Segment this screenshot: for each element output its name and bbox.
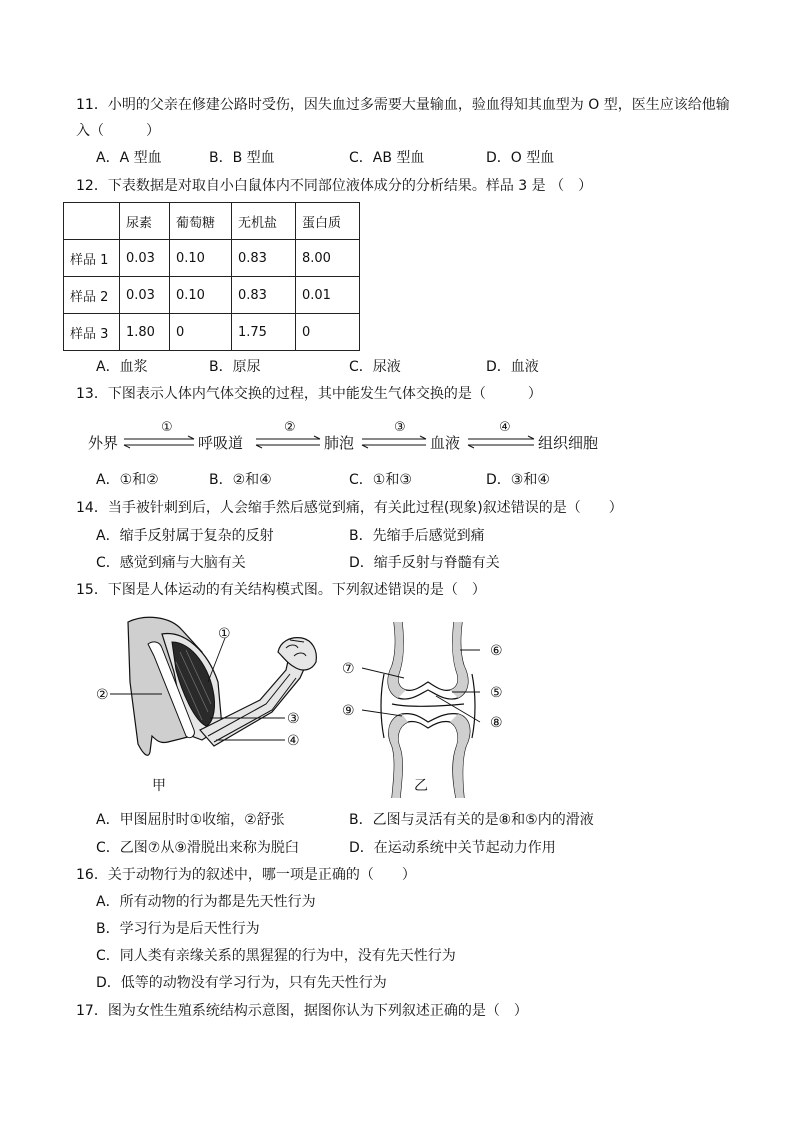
knee-joint-figure: [340, 618, 520, 798]
q11-stem-line2: 入（ ）: [76, 123, 160, 139]
q11-stem-line1: 11．小明的父亲在修建公路时受伤，因失血过多需要大量输血，验血得知其血型为 O 型，医生应该给他输: [76, 97, 730, 113]
label-5: ⑤: [490, 685, 503, 701]
q16-option-d: D．低等的动物没有学习行为，只有先天性行为: [96, 975, 387, 991]
table-cell: 0.10: [170, 240, 232, 277]
q14-option-b: B．先缩手后感觉到痛: [349, 528, 485, 544]
q11-option-b: B．B 型血: [209, 150, 275, 166]
q12-option-d: D．血液: [486, 359, 539, 375]
q12-stem: 12．下表数据是对取自小白鼠体内不同部位液体成分的分析结果。样品 3 是 （ ）: [76, 178, 593, 194]
table-cell: 8.00: [296, 240, 360, 277]
figure-a-caption: 甲: [152, 778, 166, 794]
table-cell: 1.80: [120, 314, 170, 351]
flow-node-blood: 血液: [430, 434, 461, 452]
table-cell: 样品 3: [64, 314, 120, 351]
q13-option-c: C．①和③: [349, 472, 412, 488]
q15-stem: 15．下图是人体运动的有关结构模式图。下列叙述错误的是（ ）: [76, 582, 486, 598]
q13-option-b: B．②和④: [209, 472, 272, 488]
q15-option-c: C．乙图⑦从⑨滑脱出来称为脱臼: [96, 840, 299, 856]
q11-option-a: A．A 型血: [96, 150, 162, 166]
q16-option-a: A．所有动物的行为都是先天性行为: [96, 894, 316, 910]
flow-node-airway: 呼吸道: [198, 434, 244, 452]
double-arrow-icon: [362, 436, 426, 448]
figure-b-caption: 乙: [414, 778, 428, 794]
table-header-cell: 尿素: [120, 203, 170, 240]
arrow-label-4: ④: [499, 420, 511, 435]
arrow-label-2: ②: [284, 420, 296, 435]
q16-stem: 16．关于动物行为的叙述中，哪一项是正确的（ ）: [76, 867, 416, 883]
table-cell: 0.83: [232, 277, 296, 314]
q12-option-a: A．血浆: [96, 359, 148, 375]
table-row: [64, 314, 360, 351]
arrow-label-3: ③: [394, 420, 406, 435]
label-7: ⑦: [342, 661, 355, 677]
q15-option-b: B．乙图与灵活有关的是⑧和⑤内的滑液: [349, 812, 594, 828]
label-1: ①: [218, 626, 231, 642]
flow-node-alveoli: 肺泡: [324, 434, 355, 452]
flow-node-outside: 外界: [88, 434, 119, 452]
table-cell: 0: [170, 314, 232, 351]
label-8: ⑧: [490, 715, 503, 731]
table-cell: 0.03: [120, 240, 170, 277]
table-header-cell: [64, 203, 120, 240]
q13-stem: 13．下图表示人体内气体交换的过程，其中能发生气体交换的是（ ）: [76, 386, 542, 402]
joint-capsule-left: [381, 674, 384, 738]
arrow-label-1: ①: [161, 420, 173, 435]
table-cell: 样品 1: [64, 240, 120, 277]
table-cell: 1.75: [232, 314, 296, 351]
joint-capsule-right: [472, 674, 475, 738]
double-arrow-icon: [256, 436, 320, 448]
q15-option-a: A．甲图屈肘时①收缩，②舒张: [96, 812, 285, 828]
q12-option-b: B．原尿: [209, 359, 261, 375]
table-cell: 0.01: [296, 277, 360, 314]
table-cell: 样品 2: [64, 277, 120, 314]
table-header-cell: 无机盐: [232, 203, 296, 240]
q17-stem: 17．图为女性生殖系统结构示意图，据图你认为下列叙述正确的是（ ）: [76, 1003, 528, 1019]
q15-option-d: D．在运动系统中关节起动力作用: [349, 840, 556, 856]
table-row: [64, 277, 360, 314]
table-header-row: [64, 203, 360, 240]
label-4: ④: [287, 733, 300, 749]
q14-option-c: C．感觉到痛与大脑有关: [96, 555, 246, 571]
table-header-cell: 葡萄糖: [170, 203, 232, 240]
gas-exchange-flow-diagram: [88, 418, 628, 454]
q13-option-a: A．①和②: [96, 472, 159, 488]
q11-option-c: C．AB 型血: [349, 150, 425, 166]
q16-option-b: B．学习行为是后天性行为: [96, 921, 260, 937]
q16-option-c: C．同人类有亲缘关系的黑猩猩的行为中，没有先天性行为: [96, 948, 456, 964]
double-arrow-icon: [468, 436, 534, 448]
q12-option-c: C．尿液: [349, 359, 401, 375]
label-2: ②: [96, 687, 109, 703]
table-cell: 0.03: [120, 277, 170, 314]
label-9: ⑨: [342, 703, 355, 719]
q14-stem: 14．当手被针刺到后，人会缩手然后感觉到痛，有关此过程(现象)叙述错误的是（ ）: [76, 500, 623, 516]
double-arrow-icon: [124, 436, 194, 448]
table-header-cell: 蛋白质: [296, 203, 360, 240]
q12-data-table: [63, 202, 360, 351]
femur-inner: [398, 622, 458, 690]
label-3: ③: [287, 711, 300, 727]
q13-option-d: D．③和④: [486, 472, 550, 488]
q11-option-d: D．O 型血: [486, 150, 555, 166]
arm-muscle-figure: [90, 612, 320, 797]
flow-node-tissue-cells: 组织细胞: [538, 434, 599, 452]
table-row: [64, 240, 360, 277]
tibia-inner: [398, 721, 458, 798]
table-cell: 0: [296, 314, 360, 351]
table-cell: 0.83: [232, 240, 296, 277]
q14-option-a: A．缩手反射属于复杂的反射: [96, 528, 274, 544]
label-6: ⑥: [490, 643, 503, 659]
table-cell: 0.10: [170, 277, 232, 314]
q14-option-d: D．缩手反射与脊髓有关: [349, 555, 500, 571]
